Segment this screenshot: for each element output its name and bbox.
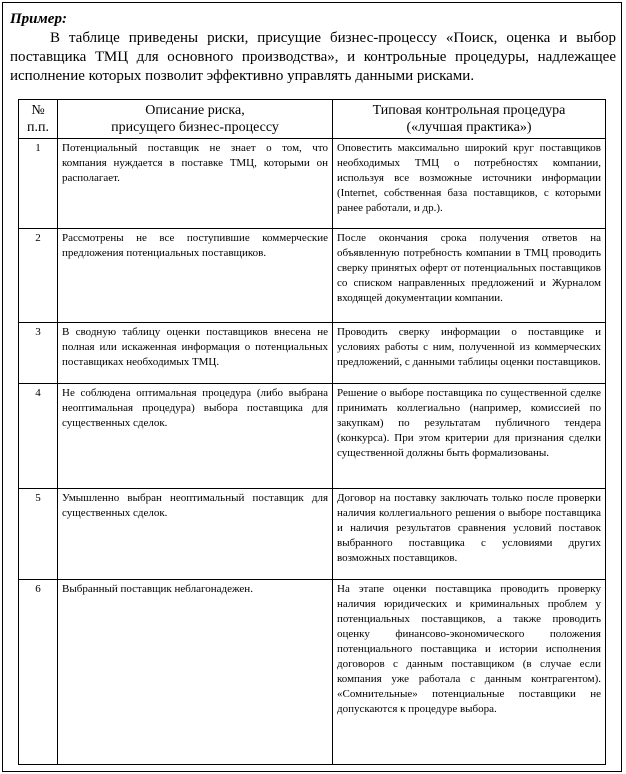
header-control-line1: Типовая контрольная процедура (372, 103, 566, 118)
risk-description: В сводную таблицу оценки поставщиков внесена не полная или искаженная информация о потенциальных поставщиках необходимых ТМЦ. (58, 323, 333, 384)
control-procedure: Проводить сверку информации о поставщике и условиях работы с ним, полученной из коммерческих предложений, с данными таблицы оценки поставщиков. (333, 323, 606, 384)
risk-description: Выбранный поставщик неблагонадежен. (58, 580, 333, 765)
header-risk-line2: присущего бизнес-процессу (111, 120, 279, 135)
row-number: 1 (19, 139, 58, 229)
control-procedure: Оповестить максимально широкий круг поставщиков необходимых ТМЦ о потребностях компании, используя все возможные источники информации (Internet, собственная база поставщиков, с которыми ранее работали, и др.). (333, 139, 606, 229)
control-procedure: Решение о выборе поставщика по существенной сделке принимать коллегиально (например, комиссией по закупкам) по результатам публичного тендера (конкурса). При этом критерии для признания сделки существенной должны быть формализованы. (333, 384, 606, 489)
control-procedure: Договор на поставку заключать только после проверки наличия коллегиального решения о выборе поставщика и наличия результатов сравнения условий поставок выбранного поставщика с условиями других возможных поставщиков. (333, 489, 606, 580)
risk-description: Рассмотрены не все поступившие коммерческие предложения потенциальных поставщиков. (58, 229, 333, 323)
risk-description: Не соблюдена оптимальная процедура (либо выбрана неоптимальная процедура) выбора поставщика для существенных сделок. (58, 384, 333, 489)
row-number: 6 (19, 580, 58, 765)
example-label: Пример: (10, 11, 67, 27)
row-number: 5 (19, 489, 58, 580)
header-control-line2: («лучшая практика») (406, 120, 532, 135)
header-number-line2: п.п. (27, 120, 49, 135)
table-row (19, 580, 606, 765)
header-control-procedure (333, 100, 606, 139)
table-row (19, 489, 606, 580)
header-risk-line1: Описание риска, (145, 103, 245, 118)
risk-control-table (18, 99, 606, 765)
control-procedure: На этапе оценки поставщика проводить проверку наличия юридических и криминальных проблем у потенциальных поставщиков, а также проводить оценку финансово-экономического положения потенциального поставщика и истории исполнения договоров с данным поставщиком (в случае если компания уже работала с данным контрагентом). «Сомнительные» потенциальные поставщики не допускаются к процедуре выбора. (333, 580, 606, 765)
table-row (19, 323, 606, 384)
row-number: 2 (19, 229, 58, 323)
table-row (19, 139, 606, 229)
control-procedure: После окончания срока получения ответов на объявленную потребность компании в ТМЦ проводить сверку принятых оферт от потенциальных поставщиков со списком направленных предложений и Журналом входящей документации компании. (333, 229, 606, 323)
risk-description: Умышленно выбран неоптимальный поставщик для существенных сделок. (58, 489, 333, 580)
table-header-row (19, 100, 606, 139)
header-risk-description (58, 100, 333, 139)
table-row (19, 229, 606, 323)
intro-paragraph: В таблице приведены риски, присущие бизнес-процессу «Поиск, оценка и выбор поставщика ТМЦ для основного производства», и контрольные процедуры, надлежащее исполнение которых позволит эффективно управлять данными рисками. (10, 30, 616, 84)
risk-description: Потенциальный поставщик не знает о том, что компания нуждается в поставке ТМЦ, которыми он располагает. (58, 139, 333, 229)
table-row (19, 384, 606, 489)
row-number: 4 (19, 384, 58, 489)
header-number (19, 100, 58, 139)
header-number-line1: № (31, 103, 45, 118)
row-number: 3 (19, 323, 58, 384)
